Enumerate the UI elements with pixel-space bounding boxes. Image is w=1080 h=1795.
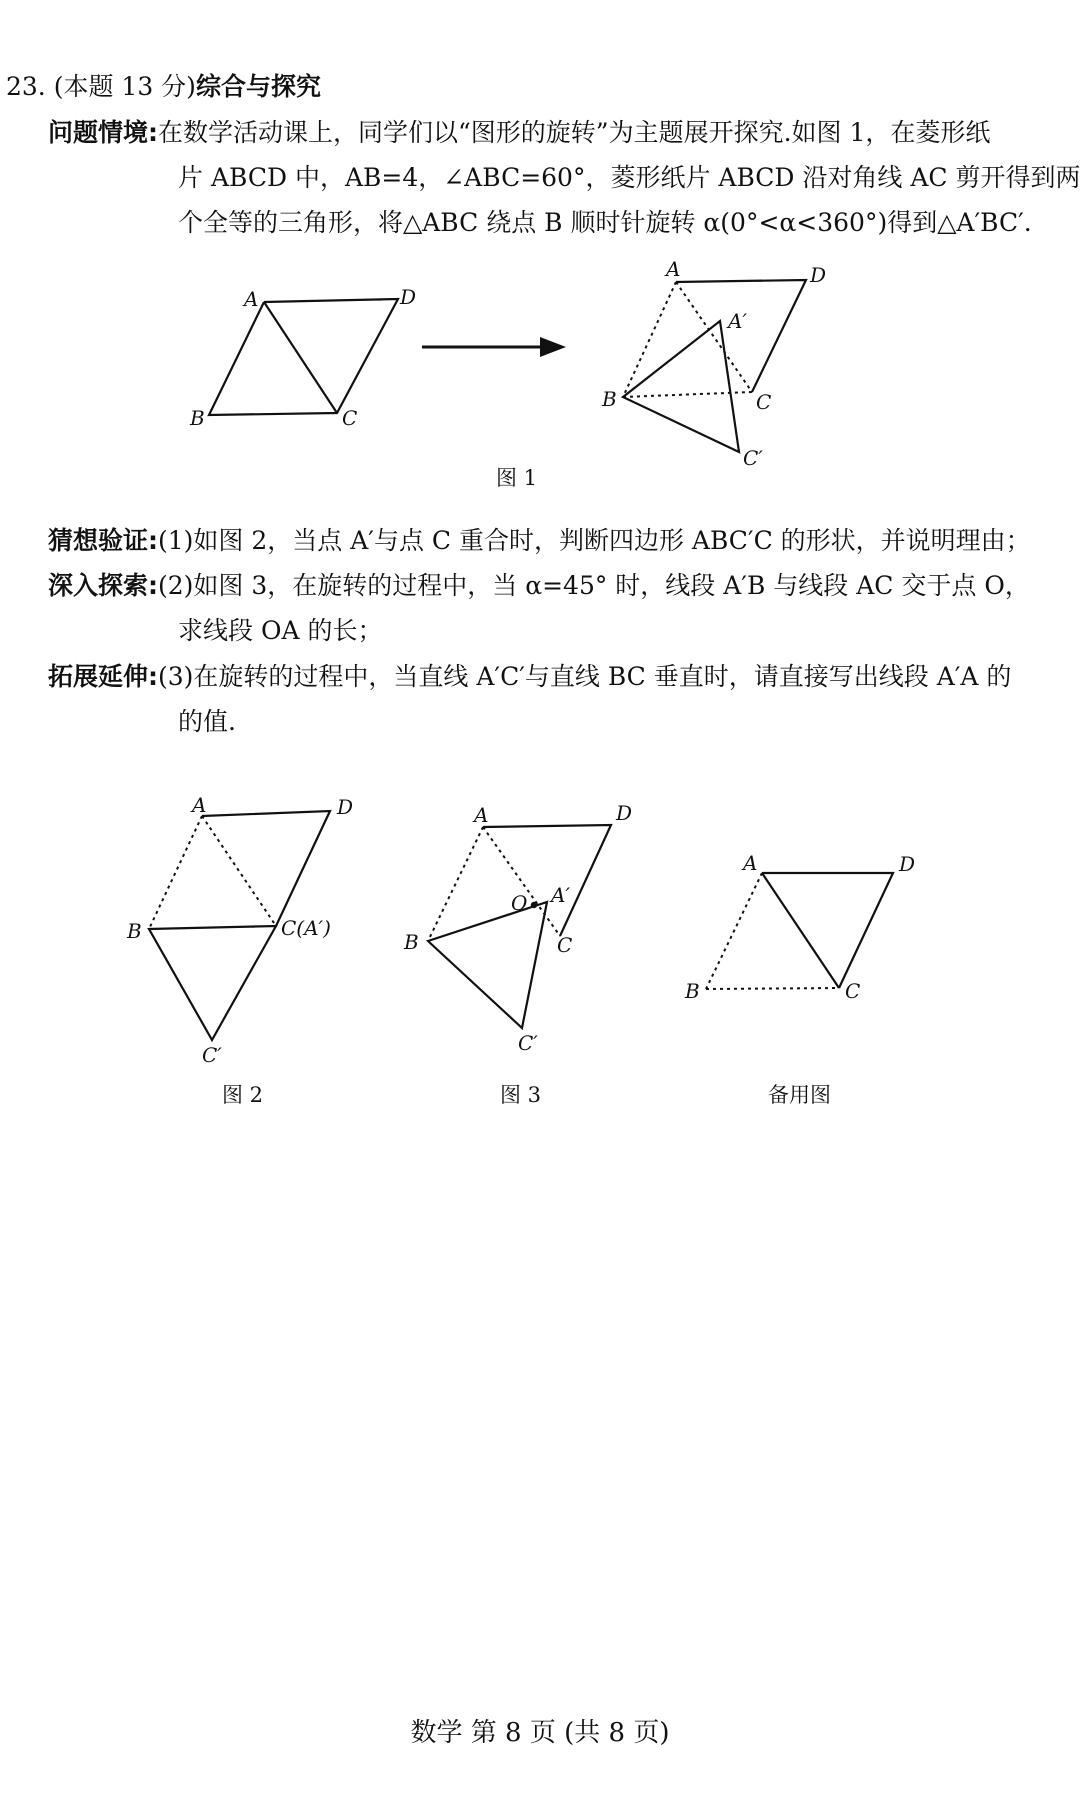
fig1-label-C: C [342,406,358,430]
figure-1-rotated [623,280,806,452]
q1-text: (1)如图 2，当点 A′与点 C 重合时，判断四边形 ABC′C 的形状，并说明理由； [158,526,1031,555]
fig1-label-A: A [244,287,259,311]
situation-line-1: 在数学活动课上，同学们以“图形的旋转”为主题展开探究.如图 1，在菱形纸 [158,118,991,147]
q2-label: 深入探索: [48,571,158,600]
arrow-right-icon [422,337,566,357]
q3-line-1: (3)在旋转的过程中，当直线 A′C′与直线 BC 垂直时，请直接写出线段 A′A 的 [158,662,1012,691]
q2-line-2: 求线段 OA 的长； [178,616,383,645]
spare-figure-caption: 备用图 [768,1083,831,1107]
spare-label-B: B [685,979,700,1003]
q1-label: 猜想验证: [48,526,158,555]
fig2-label-C-prime: C′ [202,1043,222,1067]
question-score: (本题 13 分) [53,72,196,101]
fig1r-label-B: B [602,387,617,411]
fig2-label-C-A-prime: C(A′) [281,916,331,940]
fig3-label-C-prime: C′ [518,1031,538,1055]
q3-line-2: 的值. [178,707,236,736]
spare-label-D: D [899,852,916,876]
fig2-label-A: A [192,793,207,817]
figure-1-rhombus [209,299,398,415]
q3-label: 拓展延伸: [48,662,158,691]
fig3-label-O: O [511,891,528,915]
spare-label-A: A [743,851,758,875]
fig1r-label-A: A [666,257,681,281]
figure-3-caption: 图 3 [500,1083,542,1107]
fig1-label-B: B [190,406,205,430]
fig1r-label-C: C [756,390,772,414]
fig3-label-A: A [474,803,489,827]
fig2-label-D: D [337,795,354,819]
fig3-label-B: B [404,930,419,954]
fig3-label-D: D [616,801,633,825]
figure-2-caption: 图 2 [222,1083,264,1107]
page-footer: 数学 第 8 页 (共 8 页) [410,1718,670,1748]
question-number: 23. [6,72,46,101]
fig1r-label-A-prime: A′ [728,309,747,333]
fig1r-label-D: D [810,263,827,287]
question-title: 综合与探究 [195,72,321,101]
q2-line-1: (2)如图 3，在旋转的过程中，当 α=45° 时，线段 A′B 与线段 AC 交于点 O， [158,571,1030,600]
fig1r-label-C-prime: C′ [743,446,763,470]
situation-label: 问题情境: [48,118,158,147]
spare-figure [706,873,893,989]
figure-3 [428,825,611,1028]
fig3-label-C: C [557,933,573,957]
fig3-label-A-prime: A′ [551,883,570,907]
figure-1-caption: 图 1 [496,466,538,490]
fig2-label-B: B [127,919,142,943]
situation-line-2: 片 ABCD 中，AB=4，∠ABC=60°，菱形纸片 ABCD 沿对角线 AC 剪开得到两 [178,163,1080,192]
fig1-label-D: D [400,285,417,309]
spare-label-C: C [845,979,861,1003]
situation-line-3: 个全等的三角形，将△ABC 绕点 B 顺时针旋转 α(0°<α<360°)得到△A′BC′. [178,208,1032,237]
